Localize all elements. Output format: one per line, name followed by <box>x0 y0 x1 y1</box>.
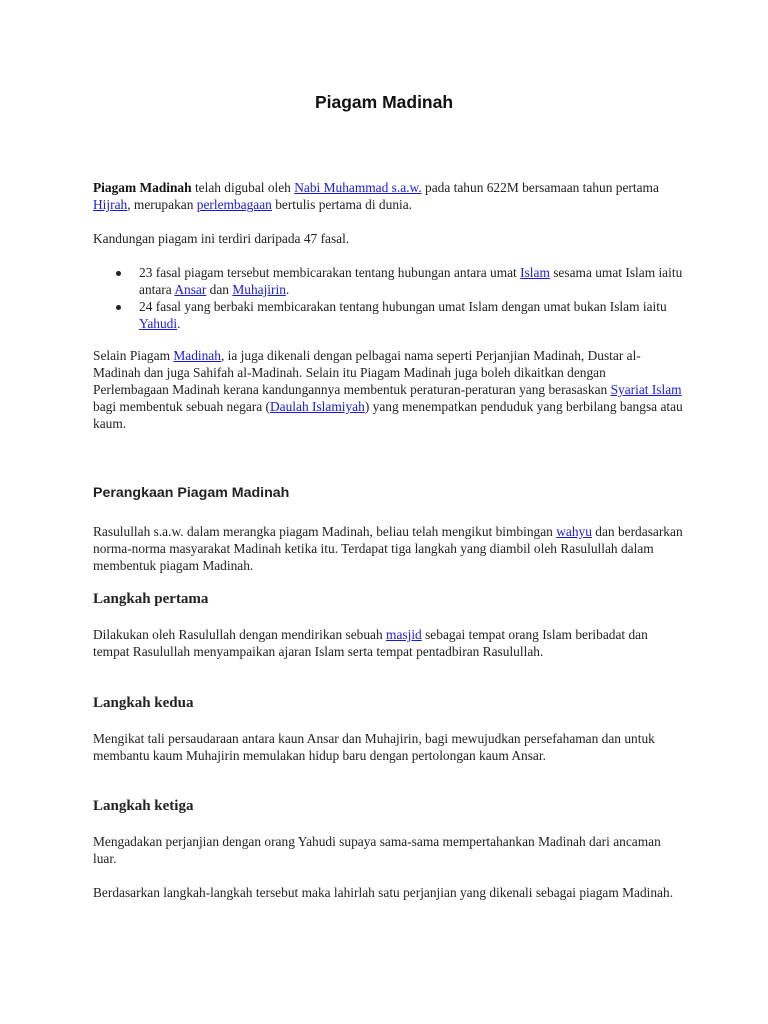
bullet-icon <box>116 305 121 310</box>
selain-text-3: bagi membentuk sebuah negara ( <box>93 399 270 414</box>
bullet-2-text-2: . <box>177 316 181 331</box>
bullet-1-text-1: 23 fasal piagam tersebut membicarakan tentang hubungan antara umat <box>139 265 521 280</box>
perangkaan-text-1: Rasulullah s.a.w. dalam merangka piagam Madinah, beliau telah mengikut bimbingan <box>93 524 557 539</box>
link-masjid[interactable]: masjid <box>386 627 422 642</box>
link-madinah[interactable]: Madinah <box>173 348 221 363</box>
intro-text-1: telah digubal oleh <box>191 180 295 195</box>
langkah-pertama-paragraph <box>93 626 683 660</box>
bullet-1-text-3: dan <box>206 282 233 297</box>
fasal-list <box>93 264 683 332</box>
perangkaan-text-2: dan berdasarkan norma-norma masyarakat Madinah ketika itu. Terdapat tiga langkah yang diambil oleh Rasulullah dalam membentuk piagam Madinah. <box>93 524 683 573</box>
link-nabi-muhammad[interactable]: Nabi Muhammad s.a.w. <box>294 180 422 195</box>
perangkaan-paragraph <box>93 523 683 574</box>
langkah-pertama-text-2: sebagai tempat orang Islam beribadat dan tempat Rasulullah menyampaikan ajaran Islam serta tempat pentadbiran Rasulullah. <box>93 627 648 659</box>
langkah-kedua-heading: Langkah kedua <box>93 695 194 711</box>
link-muhajirin[interactable]: Muhajirin <box>232 282 286 297</box>
bullet-2-text-1: 24 fasal yang berbaki membicarakan tentang hubungan umat Islam dengan umat bukan Islam iaitu <box>139 299 667 314</box>
selain-paragraph <box>93 347 683 432</box>
list-item <box>93 264 683 298</box>
bullet-1-text-4: . <box>285 282 290 297</box>
intro-paragraph <box>93 179 683 213</box>
kandungan-paragraph: Kandungan piagam ini terdiri daripada 47 fasal. <box>93 231 350 246</box>
intro-text-4: bertulis pertama di dunia. <box>271 197 413 212</box>
list-item <box>93 298 683 332</box>
bullet-icon <box>116 271 121 276</box>
link-syariat-islam[interactable]: Syariat Islam <box>610 382 682 397</box>
langkah-ketiga-heading: Langkah ketiga <box>93 798 194 814</box>
langkah-ketiga-paragraph: Mengadakan perjanjian dengan orang Yahudi supaya sama-sama mempertahankan Madinah dari ancaman luar. <box>93 834 661 866</box>
selain-text-1: Selain Piagam <box>93 348 174 363</box>
link-ansar[interactable]: Ansar <box>174 282 207 297</box>
langkah-pertama-heading: Langkah pertama <box>93 591 209 607</box>
intro-term: Piagam Madinah <box>93 180 192 195</box>
intro-text-2: pada tahun 622M bersamaan tahun pertama <box>421 180 659 195</box>
link-wahyu[interactable]: wahyu <box>556 524 592 539</box>
page-title: Piagam Madinah <box>314 92 454 112</box>
intro-text-3: , merupakan <box>127 197 197 212</box>
link-yahudi[interactable]: Yahudi <box>139 316 178 331</box>
link-perlembagaan[interactable]: perlembagaan <box>196 197 272 212</box>
section-heading: Perangkaan Piagam Madinah <box>93 485 290 501</box>
selain-text-2: , ia juga dikenali dengan pelbagai nama seperti Perjanjian Madinah, Dustar al-Madinah dan juga Sahifah al-Madinah. Selain itu Piagam Madinah juga boleh dikaitkan dengan Perlembagaan Madinah kerana kandungannya membentuk peraturan-peraturan yang berasaskan <box>93 348 641 397</box>
link-islam[interactable]: Islam <box>520 265 550 280</box>
langkah-kedua-paragraph: Mengikat tali persaudaraan antara kaun Ansar dan Muhajirin, bagi mewujudkan persefahaman dan untuk membantu kaum Muhajirin memulakan hidup baru dengan pertolongan kaum Ansar. <box>93 731 655 763</box>
link-daulah-islamiyah[interactable]: Daulah Islamiyah <box>270 399 365 414</box>
penutup-paragraph: Berdasarkan langkah-langkah tersebut maka lahirlah satu perjanjian yang dikenali sebagai piagam Madinah. <box>93 885 674 900</box>
langkah-pertama-text-1: Dilakukan oleh Rasulullah dengan mendirikan sebuah <box>93 627 387 642</box>
bullet-1-text-2: sesama umat Islam iaitu antara <box>139 265 683 297</box>
selain-text-4: ) yang menempatkan penduduk yang berbilang bangsa atau kaum. <box>93 399 683 431</box>
link-hijrah[interactable]: Hijrah <box>93 197 128 212</box>
